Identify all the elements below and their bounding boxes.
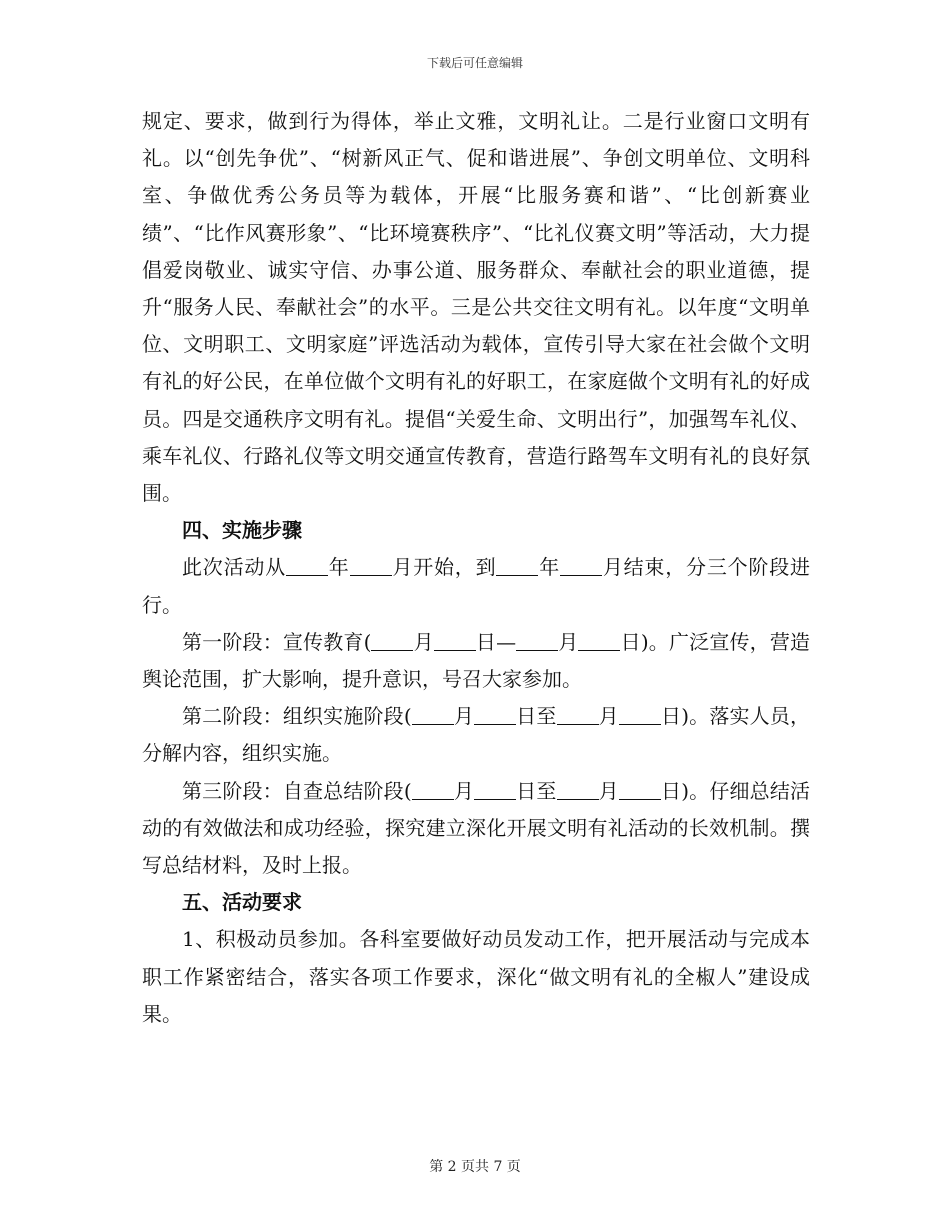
fill-blank bbox=[434, 632, 476, 651]
fill-blank bbox=[557, 781, 599, 800]
text-segment: 月 bbox=[413, 629, 434, 654]
text-segment: 日)。仔细总结活动的有效做法和成功经验，探究建立深化开展文明有礼活动的长效机制。撰写总结材料，及时上报。 bbox=[142, 778, 811, 878]
text-segment: 月 bbox=[598, 778, 619, 803]
document-body bbox=[142, 103, 810, 1033]
fill-blank bbox=[496, 557, 538, 576]
text-segment: 第三阶段：自查总结阶段( bbox=[182, 778, 412, 803]
text-segment: 月结束，分三个阶段进行。 bbox=[142, 555, 811, 617]
fill-blank bbox=[286, 557, 328, 576]
text-segment: 日)。落实人员，分解内容，组织实施。 bbox=[142, 704, 811, 766]
section-heading-activity-requirements: 五、活动要求 bbox=[182, 890, 302, 915]
fill-blank bbox=[412, 781, 454, 800]
text-segment: 月 bbox=[453, 778, 474, 803]
fill-blank bbox=[578, 632, 620, 651]
text-segment: 月 bbox=[453, 704, 474, 729]
text-segment: 日至 bbox=[516, 704, 557, 729]
text-segment: 年 bbox=[538, 555, 561, 580]
page-footer: 第 2 页共 7 页 bbox=[429, 1159, 521, 1175]
section-heading-implementation-steps: 四、实施步骤 bbox=[182, 518, 302, 543]
text-segment: 此次活动从 bbox=[182, 555, 286, 580]
text-segment: 第二阶段：组织实施阶段( bbox=[182, 704, 412, 729]
text-segment: 日— bbox=[475, 629, 517, 654]
fill-blank bbox=[474, 781, 516, 800]
paragraph-stage-two bbox=[142, 698, 810, 772]
text-segment: 月开始，到 bbox=[391, 555, 497, 580]
paragraph-activity-period bbox=[142, 549, 810, 623]
paragraph-civility-areas: 规定、要求，做到行为得体，举止文雅，文明礼让。二是行业窗口文明有礼。以“创先争优”、“树新风正气、促和谐进展”、争创文明单位、文明科室、争做优秀公务员等为载体，开展“比服务赛和谐”、“比创新赛业绩”、“比作风赛形象”、“比环境赛秩序”、“比礼仪赛文明”等活动，大力提倡爱岗敬业、诚实守信、办事公道、服务群众、奉献社会的职业道德，提升“服务人民、奉献社会”的水平。三是公共交往文明有礼。以年度“文明单位、文明职工、文明家庭”评选活动为载体，宣传引导大家在社会做个文明有礼的好公民，在单位做个文明有礼的好职工，在家庭做个文明有礼的好成员。四是交通秩序文明有礼。提倡“关爱生命、文明出行”，加强驾车礼仪、乘车礼仪、行路礼仪等文明交通宣传教育，营造行路驾车文明有礼的良好氛围。 bbox=[142, 109, 810, 506]
paragraph-requirement-one: 1、积极动员参加。各科室要做好动员发动工作，把开展活动与完成本职工作紧密结合，落实各项工作要求，深化“做文明有礼的全椒人”建设成果。 bbox=[142, 927, 810, 1026]
fill-blank bbox=[474, 706, 516, 725]
text-segment: 日)。广泛宣传，营造舆论范围，扩大影响，提升意识，号召大家参加。 bbox=[142, 629, 811, 692]
text-segment: 第一阶段：宣传教育( bbox=[182, 629, 372, 654]
text-segment: 日至 bbox=[516, 778, 557, 803]
text-segment: 年 bbox=[328, 555, 350, 580]
page-header: 下载后可任意编辑 bbox=[426, 56, 523, 70]
fill-blank bbox=[619, 781, 661, 800]
fill-blank bbox=[619, 706, 661, 725]
fill-blank bbox=[560, 557, 602, 576]
text-segment: 月 bbox=[558, 629, 579, 654]
paragraph-stage-one bbox=[142, 624, 810, 698]
fill-blank bbox=[412, 706, 454, 725]
fill-blank bbox=[350, 557, 392, 576]
paragraph-stage-three bbox=[142, 773, 810, 885]
fill-blank bbox=[557, 706, 599, 725]
text-segment: 月 bbox=[598, 704, 619, 729]
fill-blank bbox=[516, 632, 558, 651]
fill-blank bbox=[371, 632, 413, 651]
